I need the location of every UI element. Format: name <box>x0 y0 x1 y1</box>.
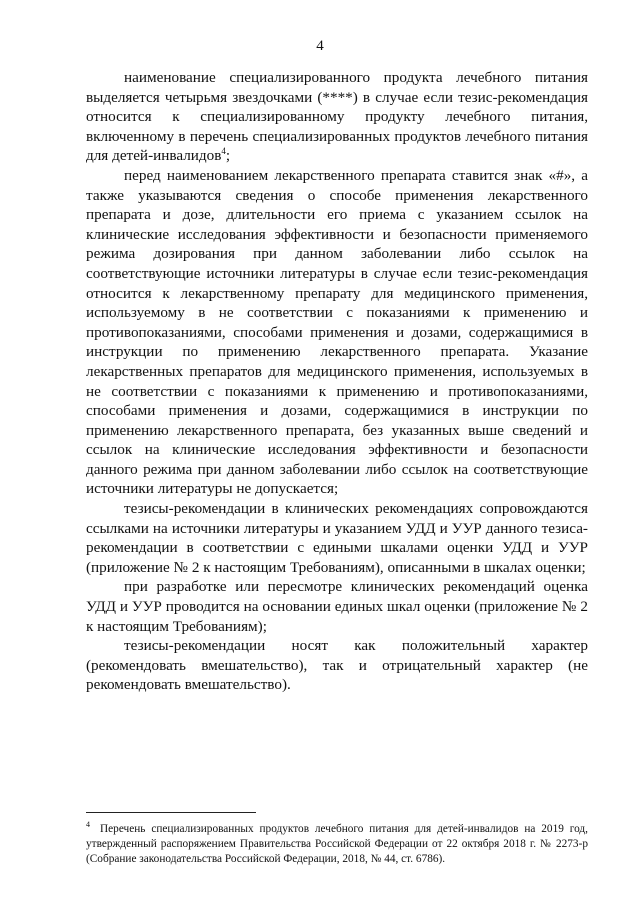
footnote-text: Перечень специализированных продуктов лечебного питания для детей-инвалидов на 2019 год, утвержденный распоряжением Правительства Российской Федерации от 22 октября 2018 г. № 2273-р (Собрание законодательства Российской Федерации, 2018, № 44, ст. 6786). <box>86 823 588 865</box>
paragraph-off-label-drugs: перед наименованием лекарственного препарата ставится знак «#», а также указываются сведения о способе применения лекарственного препарата и дозе, длительности его приема с указанием ссылок на клинические исследования эффективности и безопасности применяемого режима дозирования при данном заболевании либо ссылок на соответствующие источники литературы в случае если тезис-рекомендация относится к лекарственному препарату для медицинского применения, используемому в не соответствии с показаниями к применению и противопоказаниями, способами применения и дозами, содержащимися в инструкции по применению лекарственного препарата. Указание лекарственных препаратов для медицинского применения, используемых в не соответствии с показаниями к применению и противопоказаниями, способами применения и дозами, содержащимися в инструкции по применению лекарственного препарата, без указанных выше сведений и ссылок на клинические исследования эффективности и безопасности данного режима при данном заболевании либо ссылок на соответствующие источники литературы не допускается; <box>86 166 588 498</box>
paragraph-text: наименование специализированного продукта лечебного питания выделяется четырьмя звездочками (****) в случае если тезис-рекомендация относится к специализированному продукту лечебного питания, включенному в перечень специализированных продуктов лечебного питания для детей-инвалидов <box>86 69 588 165</box>
paragraph-recommendation-character: тезисы-рекомендации носят как положительный характер (рекомендовать вмешательство), так и отрицательный характер (не рекомендовать вмешательство). <box>86 637 588 694</box>
page-number: 4 <box>316 38 324 54</box>
paragraph-special-food-products <box>86 68 588 166</box>
paragraph-tail: ; <box>225 147 231 165</box>
paragraph-evaluation-scales: при разработке или пересмотре клинических рекомендаций оценка УДД и УУР проводится на основании единых шкал оценки (приложение № 2 к настоящим Требованиям); <box>86 578 588 635</box>
paragraph-references-udd-uur: тезисы-рекомендации в клинических рекомендациях сопровождаются ссылками на источники литературы и указанием УДД и УУР данного тезиса-рекомендации в соответствии с едиными шкалами оценки УДД и УУР (приложение № 2 к настоящим Требованиям), описанными в шкалах оценки; <box>86 500 588 576</box>
document-body <box>86 68 588 695</box>
footnote-reference: 4 <box>221 146 226 157</box>
footnote-mark: 4 <box>86 820 90 830</box>
footnote <box>86 822 588 867</box>
footnote-divider <box>86 812 256 813</box>
